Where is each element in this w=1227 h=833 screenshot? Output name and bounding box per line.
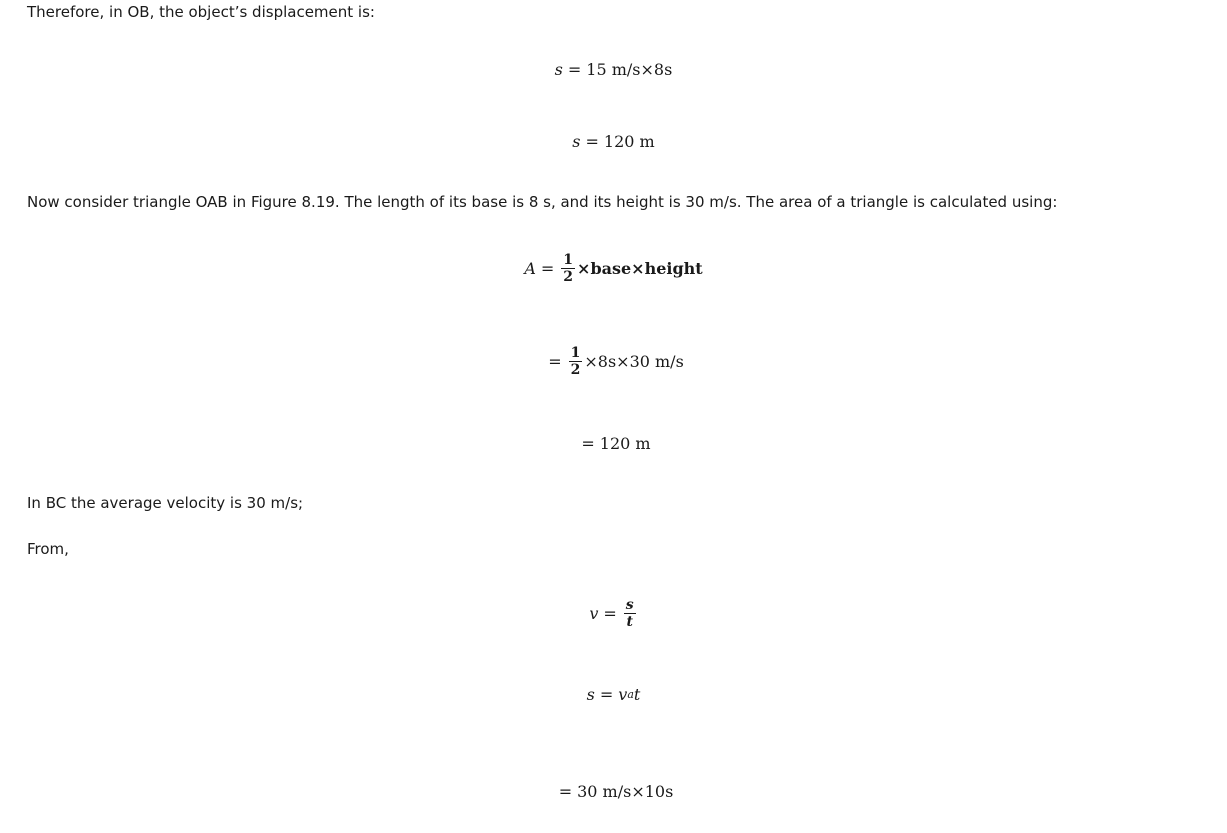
equation-rhs: 120 m (599, 434, 651, 453)
equation-triangle-area-result (0, 433, 1227, 455)
equation-rhs: ×8s×30 m/s (584, 351, 684, 371)
equation-equals: = (558, 782, 573, 801)
equation-rhs: 30 m/s×10s (577, 782, 674, 801)
equation-equals: = (585, 132, 599, 151)
fraction-denominator: 2 (563, 269, 574, 285)
equation-lhs: s (572, 132, 581, 151)
fraction-half (561, 252, 575, 285)
equation-equals: = (599, 685, 614, 704)
equation-time-symbol: t (633, 685, 641, 704)
equation-rhs: 120 m (603, 132, 655, 151)
paragraph-from: From, (27, 540, 69, 558)
equation-velocity-subscript: a (627, 688, 634, 701)
fraction-half (569, 345, 583, 378)
equation-bc-displacement (0, 781, 1227, 803)
fraction-denominator: t (626, 614, 633, 630)
equation-displacement-result (0, 131, 1227, 153)
fraction-numerator: 1 (563, 252, 574, 268)
paragraph-triangle-area: Now consider triangle OAB in Figure 8.19. The length of its base is 8 s, and its height is 30 m/s. The area of a triangle is calculated using: (27, 193, 1058, 211)
fraction-numerator: s (625, 597, 634, 613)
equation-rhs: ×base×height (577, 258, 703, 278)
equation-equals: = (603, 603, 617, 623)
equation-equals: = (567, 60, 582, 79)
fraction-denominator: 2 (570, 362, 581, 378)
equation-equals: = (581, 434, 595, 453)
fraction-s-over-t (624, 597, 636, 630)
equation-lhs: v (589, 603, 599, 623)
equation-triangle-area-substituted (0, 345, 1227, 378)
equation-velocity-definition (0, 597, 1227, 630)
equation-velocity-symbol: v (618, 685, 628, 704)
fraction-numerator: 1 (570, 345, 581, 361)
equation-triangle-area-formula (0, 252, 1227, 285)
equation-lhs: s (586, 685, 595, 704)
equation-rhs: 15 m/s×8s (586, 60, 673, 79)
equation-lhs: A (524, 258, 536, 278)
paragraph-displacement-intro: Therefore, in OB, the object’s displacement is: (27, 3, 375, 21)
equation-equals: = (548, 351, 562, 371)
equation-equals: = (540, 258, 555, 278)
paragraph-bc-velocity: In BC the average velocity is 30 m/s; (27, 494, 304, 512)
equation-lhs: s (554, 60, 563, 79)
equation-displacement-rearranged (0, 684, 1227, 706)
equation-displacement-product (0, 59, 1227, 81)
